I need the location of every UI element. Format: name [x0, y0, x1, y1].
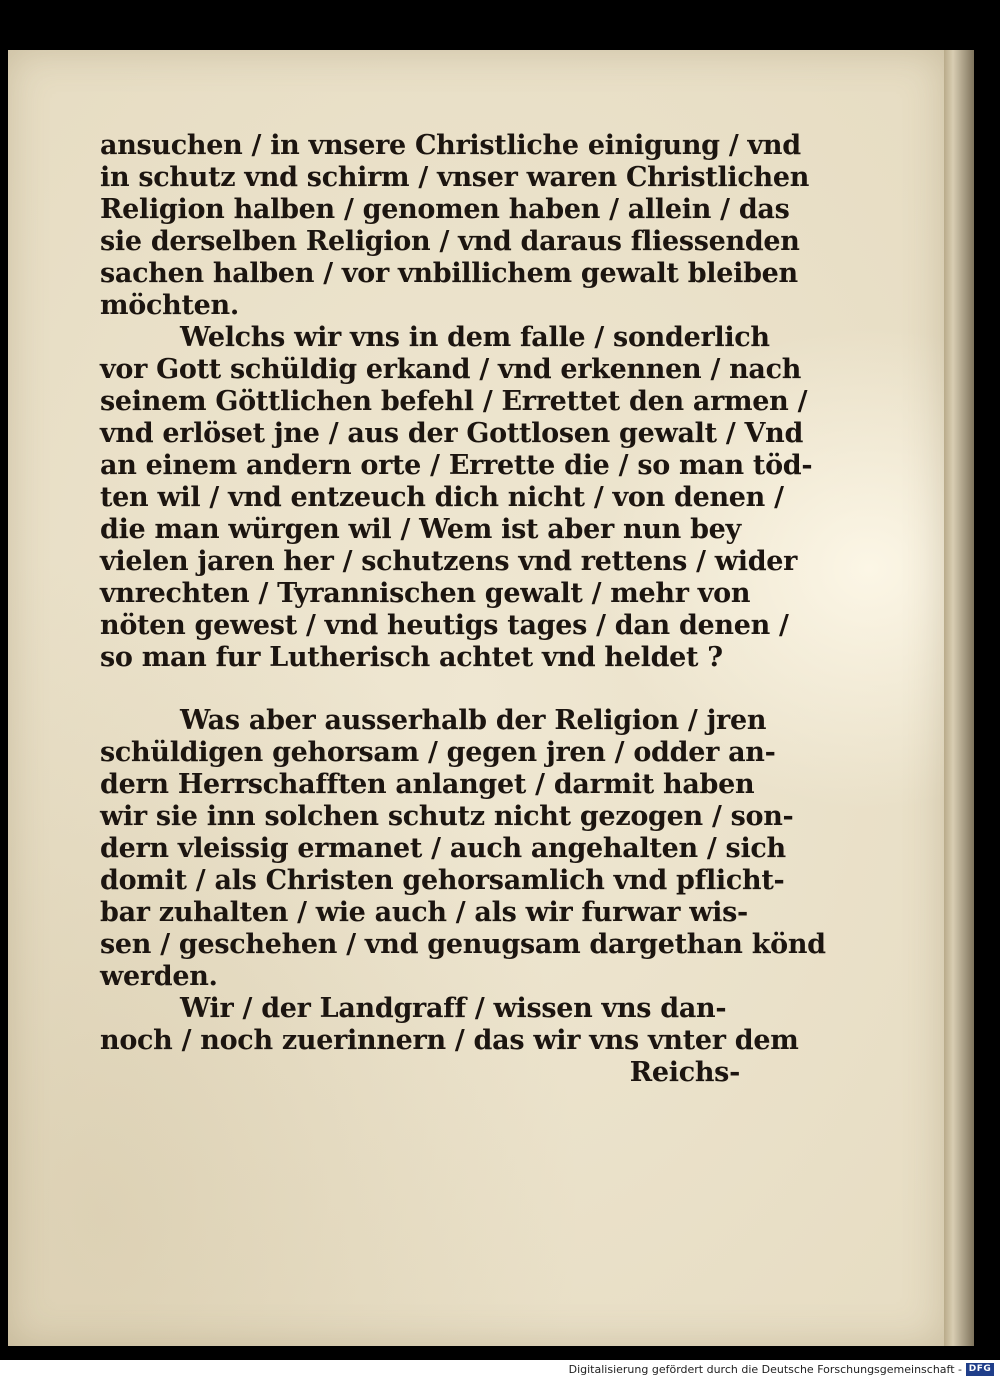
text-line: werden. — [100, 961, 218, 992]
footer-bar — [0, 1360, 1000, 1380]
funding-notice: Digitalisierung gefördert durch die Deutsche Forschungsgemeinschaft - — [568, 1363, 962, 1376]
page-text — [100, 130, 826, 1089]
text-line: dern Herrschafften anlanget / darmit haben — [100, 769, 755, 800]
text-line: Was aber ausserhalb der Religion / jren — [180, 705, 767, 736]
text-line: noch / noch zuerinnern / das wir vns vnter dem — [100, 1025, 799, 1056]
text-line: ten wil / vnd entzeuch dich nicht / von denen / — [100, 482, 784, 513]
text-line: vielen jaren her / schutzens vnd rettens / wider — [100, 546, 798, 577]
text-line: möchten. — [100, 290, 239, 321]
text-line: schüldigen gehorsam / gegen jren / odder an- — [100, 737, 776, 768]
dfg-logo: DFG — [966, 1363, 994, 1376]
text-line: domit / als Christen gehorsamlich vnd pflicht- — [100, 865, 785, 896]
text-line: wir sie inn solchen schutz nicht gezogen / son- — [100, 801, 794, 832]
paragraph-gap — [100, 674, 760, 705]
page-edge — [944, 50, 974, 1346]
text-line: Wir / der Landgraff / wissen vns dan- — [180, 993, 727, 1024]
text-line: in schutz vnd schirm / vnser waren Christlichen — [100, 162, 810, 193]
text-line: an einem andern orte / Errette die / so man töd- — [100, 450, 813, 481]
text-line: Religion halben / genomen haben / allein / das — [100, 194, 790, 225]
text-line: seinem Göttlichen befehl / Errettet den armen / — [100, 386, 808, 417]
text-line: sachen halben / vor vnbillichem gewalt bleiben — [100, 258, 798, 289]
text-line: so man fur Lutherisch achtet vnd heldet ? — [100, 642, 723, 673]
text-line: sen / geschehen / vnd genugsam dargethan könd — [100, 929, 826, 960]
text-line: bar zuhalten / wie auch / als wir furwar wis- — [100, 897, 748, 928]
text-line: vnrechten / Tyrannischen gewalt / mehr von — [100, 578, 751, 609]
text-line: vnd erlöset jne / aus der Gottlosen gewalt / Vnd — [100, 418, 804, 449]
catchword: Reichs- — [629, 1057, 740, 1088]
text-line: sie derselben Religion / vnd daraus fliessenden — [100, 226, 800, 257]
text-line: vor Gott schüldig erkand / vnd erkennen / nach — [100, 354, 802, 385]
text-line: die man würgen wil / Wem ist aber nun bey — [100, 514, 741, 545]
text-line: ansuchen / in vnsere Christliche einigung / vnd — [100, 130, 801, 161]
text-line: Welchs wir vns in dem falle / sonderlich — [180, 322, 770, 353]
text-line: nöten gewest / vnd heutigs tages / dan denen / — [100, 610, 789, 641]
text-line: dern vleissig ermanet / auch angehalten / sich — [100, 833, 786, 864]
